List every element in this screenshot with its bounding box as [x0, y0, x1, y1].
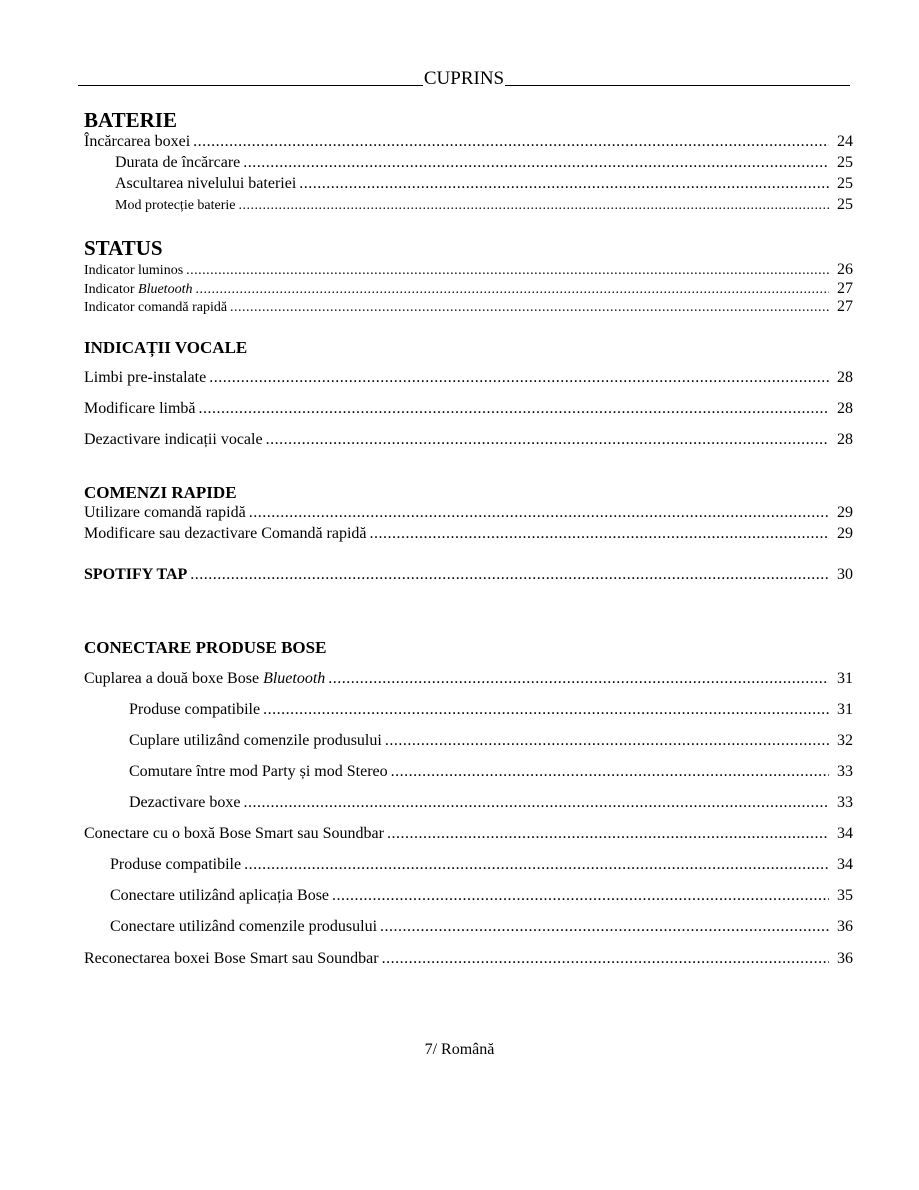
toc-entry-label: Utilizare comandă rapidă — [84, 504, 246, 521]
toc-page-number: 29 — [837, 525, 853, 542]
section-heading-comenzi: COMENZI RAPIDE — [84, 483, 237, 502]
toc-entry-label: Limbi pre-instalate — [84, 369, 207, 386]
toc-leader-dots — [299, 175, 829, 193]
toc-page-number: 25 — [837, 196, 853, 213]
section-heading-status: STATUS — [84, 236, 163, 260]
page-header — [78, 68, 850, 90]
toc-page-number: 25 — [837, 175, 853, 192]
toc-page-number: 31 — [837, 670, 853, 687]
toc-entry-label: Cuplare utilizând comenzile produsului — [129, 732, 382, 749]
toc-entry[interactable] — [129, 763, 853, 781]
toc-page-number: 24 — [837, 133, 853, 150]
toc-page-number: 34 — [837, 825, 853, 842]
header-rule-right — [505, 85, 850, 86]
toc-entry-label: Conectare utilizând aplicația Bose — [110, 887, 330, 904]
toc-entry[interactable] — [84, 670, 853, 688]
toc-leader-dots — [370, 525, 829, 543]
toc-leader-dots — [239, 198, 829, 214]
toc-entry[interactable] — [84, 825, 853, 843]
toc-entry-label: Ascultarea nivelului bateriei — [115, 175, 297, 192]
toc-entry[interactable] — [129, 794, 853, 812]
toc-leader-dots — [382, 950, 829, 968]
toc-page-number: 29 — [837, 504, 853, 521]
toc-entry[interactable] — [84, 950, 853, 968]
toc-entry[interactable] — [110, 887, 853, 905]
toc-page-number: 33 — [837, 763, 853, 780]
toc-page-number: 30 — [837, 566, 853, 583]
section-heading-baterie: BATERIE — [84, 108, 177, 132]
toc-leader-dots — [244, 856, 829, 874]
toc-entry-label — [84, 670, 325, 688]
toc-leader-dots — [243, 154, 829, 172]
toc-page-number: 26 — [837, 261, 853, 278]
toc-page-number: 28 — [837, 400, 853, 417]
toc-entry[interactable] — [84, 280, 853, 298]
toc-leader-dots — [385, 732, 829, 750]
toc-leader-dots — [243, 794, 829, 812]
toc-entry[interactable] — [84, 504, 853, 522]
toc-entry-label: Indicator comandă rapidă — [84, 300, 228, 315]
toc-leader-dots — [263, 701, 829, 719]
toc-entry-label: Indicator luminos — [84, 263, 184, 278]
toc-entry-label: Conectare cu o boxă Bose Smart sau Soundbar — [84, 825, 384, 842]
toc-page-number: 28 — [837, 369, 853, 386]
toc-entry[interactable] — [110, 856, 853, 874]
toc-entry-label: Mod protecție baterie — [115, 198, 236, 213]
toc-entry[interactable] — [84, 261, 853, 279]
toc-page-number: 36 — [837, 950, 853, 967]
toc-entry[interactable] — [84, 525, 853, 543]
toc-page-number: 35 — [837, 887, 853, 904]
toc-entry-label: Dezactivare boxe — [129, 794, 241, 811]
toc-entry-label-italic: Bluetooth — [138, 282, 193, 297]
toc-entry[interactable] — [84, 566, 853, 584]
toc-entry-label — [84, 282, 192, 298]
toc-entry[interactable] — [129, 701, 853, 719]
toc-entry-label: Reconectarea boxei Bose Smart sau Soundbar — [84, 950, 379, 967]
toc-leader-dots — [195, 282, 829, 298]
toc-entry-label-text: Cuplarea a două boxe Bose — [84, 670, 264, 687]
toc-page-number: 25 — [837, 154, 853, 171]
toc-entry-label: Conectare utilizând comenzile produsului — [110, 918, 378, 935]
toc-leader-dots — [332, 887, 829, 905]
toc-leader-dots — [230, 300, 829, 316]
toc-entry[interactable] — [84, 431, 853, 449]
section-heading-conectare: CONECTARE PRODUSE BOSE — [84, 638, 327, 657]
toc-entry-label: Produse compatibile — [129, 701, 261, 718]
toc-leader-dots — [328, 670, 829, 688]
toc-entry[interactable] — [84, 133, 853, 151]
toc-leader-dots — [387, 825, 829, 843]
toc-entry[interactable] — [129, 732, 853, 750]
toc-page-number: 27 — [837, 298, 853, 315]
toc-entry-label: SPOTIFY TAP — [84, 566, 188, 583]
section-heading-indicatii: INDICAȚII VOCALE — [84, 338, 248, 357]
toc-page-number: 31 — [837, 701, 853, 718]
toc-leader-dots — [186, 263, 829, 279]
toc-entry[interactable] — [84, 298, 853, 316]
toc-entry-label: Comutare între mod Party și mod Stereo — [129, 763, 388, 780]
toc-entry[interactable] — [115, 154, 853, 172]
toc-leader-dots — [249, 504, 829, 522]
toc-entry[interactable] — [115, 196, 853, 214]
toc-entry-label-italic: Bluetooth — [263, 670, 326, 687]
toc-entry[interactable] — [115, 175, 853, 193]
toc-leader-dots — [380, 918, 829, 936]
toc-page-number: 27 — [837, 280, 853, 297]
toc-leader-dots — [209, 369, 829, 387]
toc-page-number: 36 — [837, 918, 853, 935]
toc-page-number: 28 — [837, 431, 853, 448]
toc-page-number: 34 — [837, 856, 853, 873]
toc-entry-label: Produse compatibile — [110, 856, 242, 873]
header-rule-left — [78, 85, 423, 86]
toc-entry-label: Modificare sau dezactivare Comandă rapidă — [84, 525, 367, 542]
toc-entry-label-text: Indicator — [84, 282, 139, 297]
toc-entry-label: Încărcarea boxei — [84, 133, 191, 150]
page-footer: 7/ Română — [424, 1041, 495, 1058]
toc-entry-label: Modificare limbă — [84, 400, 196, 417]
toc-entry-label: Durata de încărcare — [115, 154, 241, 171]
toc-entry[interactable] — [84, 369, 853, 387]
toc-leader-dots — [266, 431, 829, 449]
toc-page-number: 32 — [837, 732, 853, 749]
toc-leader-dots — [190, 566, 829, 584]
toc-leader-dots — [199, 400, 829, 418]
toc-entry[interactable] — [110, 918, 853, 936]
toc-page-number: 33 — [837, 794, 853, 811]
toc-entry[interactable] — [84, 400, 853, 418]
toc-leader-dots — [193, 133, 829, 151]
toc-leader-dots — [391, 763, 829, 781]
page-title: CUPRINS — [423, 68, 505, 89]
toc-entry-label: Dezactivare indicații vocale — [84, 431, 263, 448]
